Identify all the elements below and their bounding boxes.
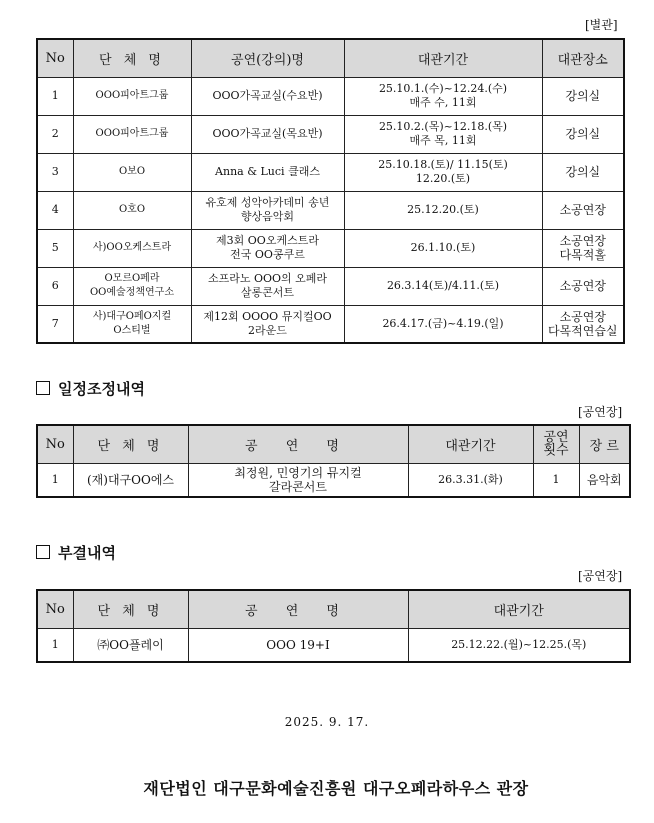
header-period: 대관기간 (408, 590, 630, 628)
schedule-adjust-table (36, 424, 631, 498)
annex-tag: [별관] (585, 18, 618, 32)
cell-title: 최정원, 민영기의 뮤지컬 갈라콘서트 (188, 463, 408, 497)
cell-period: 26.4.17.(금)~4.19.(일) (344, 305, 542, 343)
cell-place: 강의실 (542, 115, 624, 153)
header-org: 단 체 명 (73, 425, 188, 463)
document-date: 2025. 9. 17. (284, 715, 370, 729)
cell-title: 유호제 성악아카데미 송년 향상음악회 (191, 191, 344, 229)
cell-no: 4 (37, 191, 73, 229)
hall-tag: [공연장] (578, 569, 623, 583)
header-period: 대관기간 (344, 39, 542, 77)
cell-period: 26.3.31.(화) (408, 463, 533, 497)
cell-title: 소프라노 OOO의 오페라 살롱콘서트 (191, 267, 344, 305)
header-no: No (37, 590, 73, 628)
cell-org: O모르O페라 OO예술정책연구소 (73, 267, 191, 305)
cell-no: 5 (37, 229, 73, 267)
table-row (37, 115, 624, 153)
header-no: No (37, 39, 73, 77)
issuer-signature: 재단법인 대구문화예술진흥원 대구오페라하우스 관장 (143, 779, 529, 798)
header-title: 공연(강의)명 (191, 39, 344, 77)
schedule-adjust-title: 일정조정내역 (36, 378, 145, 399)
table-row (37, 229, 624, 267)
rejected-table (36, 589, 631, 663)
table-header-row (37, 590, 630, 628)
cell-title: 제3회 OO오케스트라 전국 OO콩쿠르 (191, 229, 344, 267)
table-row (37, 153, 624, 191)
cell-place: 강의실 (542, 153, 624, 191)
cell-place: 강의실 (542, 77, 624, 115)
hall-tag: [공연장] (578, 405, 623, 419)
header-org: 단 체 명 (73, 590, 188, 628)
cell-place: 소공연장 (542, 267, 624, 305)
cell-no: 2 (37, 115, 73, 153)
header-period: 대관기간 (408, 425, 533, 463)
cell-org: OOO피아트그룹 (73, 115, 191, 153)
header-genre: 장 르 (579, 425, 630, 463)
header-org: 단 체 명 (73, 39, 191, 77)
header-place: 대관장소 (542, 39, 624, 77)
table-row (37, 77, 624, 115)
table-row (37, 628, 630, 662)
cell-no: 6 (37, 267, 73, 305)
cell-no: 1 (37, 628, 73, 662)
table-row (37, 305, 624, 343)
cell-org: 사)OO오케스트라 (73, 229, 191, 267)
cell-period: 25.10.18.(토)/ 11.15(토) 12.20.(토) (344, 153, 542, 191)
cell-title: OOO 19+I (188, 628, 408, 662)
table-header-row (37, 39, 624, 77)
cell-title: 제12회 OOOO 뮤지컬OO 2라운드 (191, 305, 344, 343)
cell-org: OOO피아트그룹 (73, 77, 191, 115)
cell-title: OOO가곡교실(목요반) (191, 115, 344, 153)
cell-period: 25.10.1.(수)~12.24.(수) 매주 수, 11회 (344, 77, 542, 115)
rental-table (36, 38, 625, 344)
header-no: No (37, 425, 73, 463)
checkbox-square-icon (36, 545, 50, 559)
cell-no: 3 (37, 153, 73, 191)
cell-no: 1 (37, 77, 73, 115)
table-row (37, 191, 624, 229)
table-row (37, 463, 630, 497)
cell-org: O보O (73, 153, 191, 191)
cell-period: 26.3.14(토)/4.11.(토) (344, 267, 542, 305)
cell-place: 소공연장 (542, 191, 624, 229)
checkbox-square-icon (36, 381, 50, 395)
cell-period: 25.12.20.(토) (344, 191, 542, 229)
cell-place: 소공연장 다목적연습실 (542, 305, 624, 343)
cell-title: OOO가곡교실(수요반) (191, 77, 344, 115)
cell-period: 25.10.2.(목)~12.18.(목) 매주 목, 11회 (344, 115, 542, 153)
cell-count: 1 (533, 463, 579, 497)
cell-place: 소공연장 다목적홀 (542, 229, 624, 267)
cell-org: O호O (73, 191, 191, 229)
cell-org: ㈜OO플레이 (73, 628, 188, 662)
cell-period: 26.1.10.(토) (344, 229, 542, 267)
cell-title: Anna & Luci 클래스 (191, 153, 344, 191)
header-count: 공연 횟수 (533, 425, 579, 463)
cell-no: 1 (37, 463, 73, 497)
header-title: 공 연 명 (188, 590, 408, 628)
table-row (37, 267, 624, 305)
table-header-row (37, 425, 630, 463)
cell-org: 사)대구O페O지컬 O스티벌 (73, 305, 191, 343)
cell-org: (재)대구OO에스 (73, 463, 188, 497)
rejected-title: 부결내역 (36, 542, 116, 563)
cell-no: 7 (37, 305, 73, 343)
cell-genre: 음악회 (579, 463, 630, 497)
header-title: 공 연 명 (188, 425, 408, 463)
cell-period: 25.12.22.(월)~12.25.(목) (408, 628, 630, 662)
